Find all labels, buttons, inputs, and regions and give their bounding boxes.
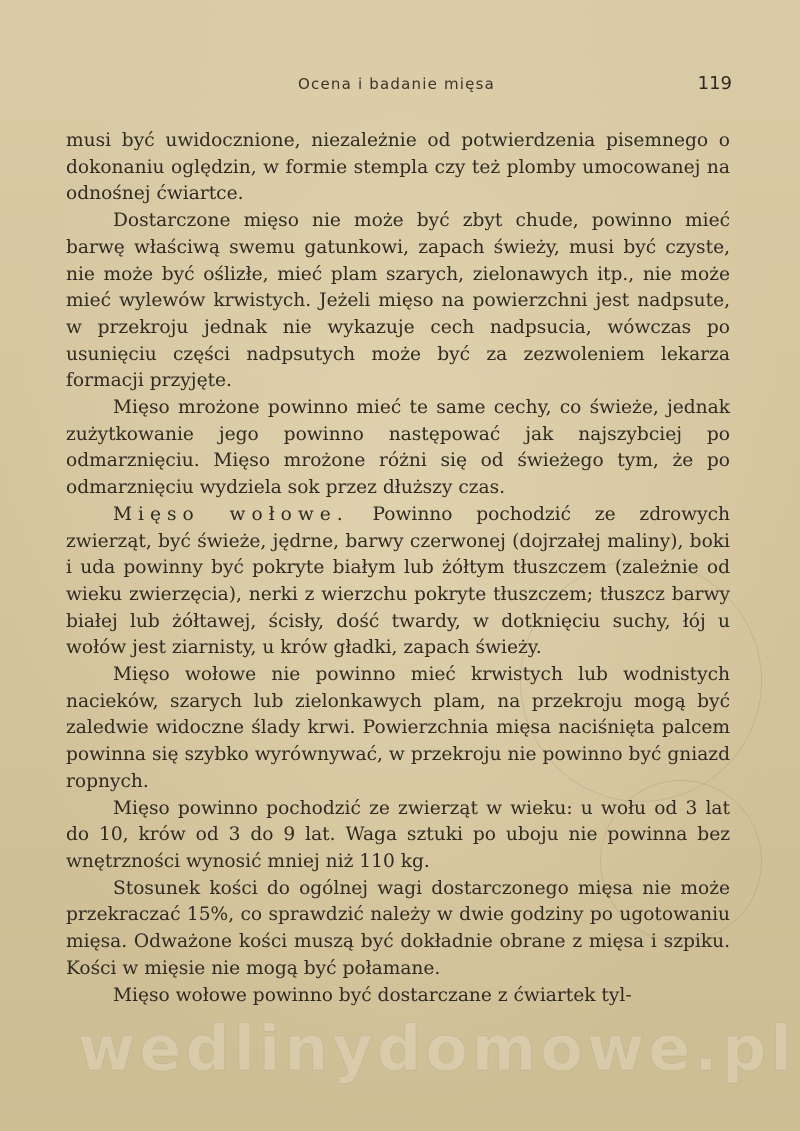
- paragraph: Stosunek kości do ogólnej wagi dostarczonego mięsa nie może przekraczać 15%, co sprawdzić należy w dwie godziny po ugotowaniu mięsa. Odważone kości muszą być dokładnie obrane z mięsa i szpiku. Kości w mięsie nie mogą być połamane.: [66, 877, 730, 979]
- paragraph-beef-section: [66, 502, 730, 662]
- paragraph: Dostarczone mięso nie może być zbyt chude, powinno mieć barwę właściwą swemu gatunkowi, zapach świeży, musi być czyste, nie może być oślizłe, mieć plam szarych, zielonawych itp., nie może mieć wylewów krwistych. Jeżeli mięso na powierzchni jest nadpsute, w przekroju jednak nie wykazuje cech nadpsucia, wówczas po usunięciu części nadpsutych może być za zezwoleniem lekarza formacji przyjęte.: [66, 210, 730, 392]
- paragraph: Mięso mrożone powinno mieć te same cechy, co świeże, jednak zużytkowanie jego powinno następować jak najszybciej po odmarznięciu. Mięso mrożone różni się od świeżego tym, że po odmarznięciu wydziela sok przez dłuższy czas.: [66, 397, 730, 499]
- paragraph: Mięso wołowe nie powinno mieć krwistych lub wodnistych nacieków, szarych lub zielonkawych plam, na przekroju mogą być zaledwie widoczne ślady krwi. Powierzchnia mięsa naciśnięta palcem powinna się szybko wyrównywać, w przekroju nie powinno być gniazd ropnych.: [66, 664, 730, 792]
- body-text: [66, 128, 730, 1009]
- section-lead: Mięso wołowe.: [113, 503, 349, 525]
- page-number: 119: [697, 73, 732, 94]
- section-text: Powinno pochodzić ze zdrowych zwierząt, być świeże, jędrne, barwy czerwonej (dojrzałej maliny), boki i uda powinny być pokryte białym lub żółtym tłuszczem (zależnie od wieku zwierzęcia), nerki z wierzchu pokryte tłuszczem; tłuszcz barwy białej lub żółtawej, ścisły, dość twardy, w dotknięciu suchy, łój u wołów jest ziarnisty, u krów gładki, zapach świeży.: [66, 503, 730, 659]
- paragraph: Mięso wołowe powinno być dostarczane z ćwiartek tyl-: [113, 984, 632, 1006]
- paragraph: Mięso powinno pochodzić ze zwierząt w wieku: u wołu od 3 lat do 10, krów od 3 do 9 lat. Waga sztuki po uboju nie powinna bez wnętrzności wynosić mniej niż 110 kg.: [66, 797, 730, 872]
- watermark: wedlinydomowe.pl: [78, 1012, 796, 1085]
- running-title: Ocena i badanie mięsa: [298, 75, 495, 93]
- paragraph-continuation: musi być uwidocznione, niezależnie od potwierdzenia pisemnego o dokonaniu oględzin, w formie stempla czy też plomby umocowanej na odnośnej ćwiartce.: [66, 130, 730, 205]
